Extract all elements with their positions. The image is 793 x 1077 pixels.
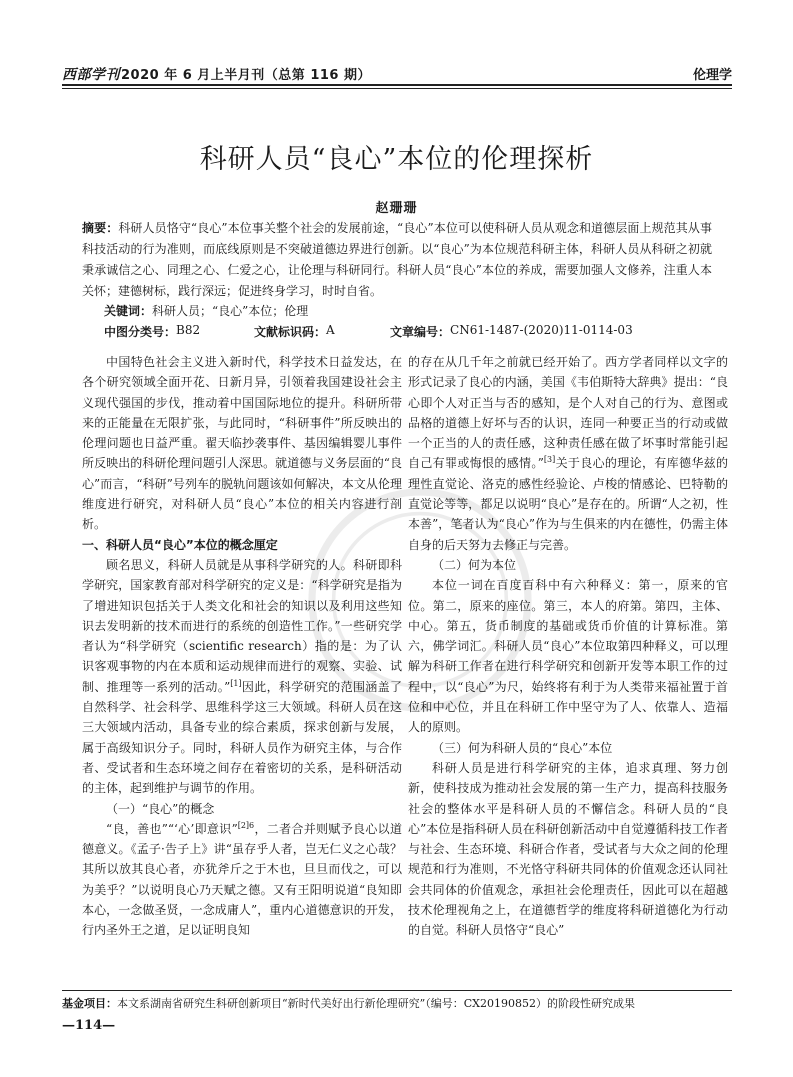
header-rule-thin bbox=[62, 88, 732, 89]
funding-text: 本文系湖南省研究生科研创新项目“新时代美好出行新伦理研究”（编号：CX20190852）的阶段性研究成果 bbox=[117, 997, 635, 1010]
subheading-conscience: （一）“良心”的概念 bbox=[106, 801, 215, 816]
keywords bbox=[104, 302, 308, 319]
abstract-text: 科研人员恪守“良心”本位事关整个社会的发展前途，“良心”本位可以使科研人员从观念和道德层面上规范其从事科技活动的行为准则，而底线原则是不突破道德边界进行创新。以“良心”为本位规范科研主体，科研人员从科研之初就秉承诚信之心、同理之心、仁爱之心，让伦理与科研同行。科研人员“良心”本位的养成，需要加强人文修养，注重人本关怀；建德树标，践行深远；促进终身学习，时时自省。 bbox=[82, 221, 712, 298]
subheading-researcher-conscience: （三）何为科研人员的“良心”本位 bbox=[432, 740, 613, 755]
art-label: 文章编号： bbox=[390, 325, 451, 339]
doc-code bbox=[254, 323, 335, 340]
citation-1: [1] bbox=[230, 678, 242, 688]
keywords-text: 科研人员；“良心”本位；伦理 bbox=[152, 304, 309, 318]
subheading-standpoint: （二）何为本位 bbox=[432, 557, 517, 572]
definition-text-a: 顾名思义，科研人员就是从事科学研究的人。科研即科学研究，国家教育部对科学研究的定义是：“科学研究是指为了增进知识包括关于人类文化和社会的知识以及利用这些知识去发明新的技术而进行的系统的创造性工作。”一些研究学者认为“科学研究（scientific research）指的是：为了认识客观事物的内在本质和运动规律而进行的观察、实验、试制、推理等一系列的活动。” bbox=[82, 557, 402, 694]
right-column bbox=[408, 352, 728, 941]
conscience-text-b: ，二者合并则赋予良心以道德意义。《孟子·告子上》讲“虽存乎人者，岂无仁义之心哉？其所以放其良心者，亦犹斧斤之于木也，旦旦而伐之，可以为美乎？”以说明良心乃天赋之德。又有王阳明说道“良知即本心，一念做圣贤，一念成庸人”，重内心道德意识的开发，行内圣外王之道，足以证明良知 bbox=[82, 821, 402, 938]
definition-text-b: 因此，科学研究的范围涵盖了自然科学、社会科学、思维科学这三大领域。科研人员在这三大领域内活动，具备专业的综合素质，探求创新与发展，属于高级知识分子。同时，科研人员作为研究主体，与合作者、受试者和生态环境之间存在着密切的关系，是科研活动的主体，起到维护与调节的作用。 bbox=[82, 679, 402, 796]
researcher-conscience-paragraph: 科研人员是进行科学研究的主体，追求真理、努力创新，使科技成为推动社会发展的第一生产力，提高科技服务社会的整体水平是科研人员的不懈信念。科研人员的“良心”本位是指科研人员在科研创新活动中自觉遵循科技工作者与社会、生态环境、科研合作者，受试者与大众之间的伦理规范和行为准则，不光恪守科研共同体的价值观念还认同社会共同体的价值观念，承担社会伦理责任，因此可以在超越技术伦理视角之上，在道德哲学的维度将科研道德化为行动的自觉。科研人员恪守“良心” bbox=[408, 760, 728, 938]
section-name: 伦理学 bbox=[692, 68, 732, 83]
clc-label: 中图分类号： bbox=[104, 325, 177, 339]
continued-text-a: 的存在从几千年之前就已经开始了。西方学者同样以文字的形式记录了良心的内涵，美国《韦伯斯特大辞典》提出：“良心即个人对正当与否的感知，是个人对自己的行为、意图或品格的道德上好坏与否的认识，连同一种要正当的行动或做一个正当的人的责任感，这种责任感在做了坏事时常能引起自己有罪或悔恨的感情。” bbox=[408, 355, 728, 471]
art-value: CN61-1487-(2020)11-0114-03 bbox=[450, 323, 633, 337]
continued-text-b: 关于良心的理论，有库德华兹的理性直觉论、洛克的感性经验论、卢梭的情感论、巴特勒的直觉论等等，都足以说明“良心”是存在的。所谓“人之初，性本善”，笔者认为“良心”作为与生俱来的内在德性，仍需主体自身的后天努力去修正与完善。 bbox=[408, 456, 728, 552]
footnote-rule bbox=[62, 990, 732, 991]
section-heading-1: 一、科研人员“良心”本位的概念厘定 bbox=[82, 537, 278, 552]
continued-paragraph bbox=[408, 352, 728, 555]
article-author: 赵珊珊 bbox=[375, 201, 418, 216]
left-column bbox=[82, 352, 402, 941]
abstract bbox=[82, 218, 712, 302]
abstract-label: 摘要： bbox=[82, 221, 119, 235]
funding-label: 基金项目： bbox=[62, 997, 117, 1010]
doc-value: A bbox=[326, 323, 335, 337]
intro-paragraph: 中国特色社会主义进入新时代，科学技术日益发达，在各个研究领域全面开花、日新月异，引领着我国建设社会主义现代强国的步伐，推动着中国国际地位的提升。科研所带来的正能量在无限扩张，与此同时，“科研事件”所反映出的伦理问题也日益严重。翟天临抄袭事件、基因编辑婴儿事件所反映出的科研伦理问题引人深思。就道德与义务层面的“良心”而言，“科研”号列车的脱轨问题该如何解决，本文从伦理维度进行研究，对科研人员“良心”本位的相关内容进行剖析。 bbox=[82, 355, 402, 532]
conscience-paragraph bbox=[82, 819, 402, 941]
funding-footnote bbox=[62, 995, 732, 1011]
article-title: 科研人员“良心”本位的伦理探析 bbox=[199, 144, 594, 175]
clc-value: B82 bbox=[176, 323, 201, 337]
journal-issue bbox=[62, 64, 371, 84]
citation-2: [2]6 bbox=[237, 820, 255, 830]
standpoint-paragraph: 本位一词在百度百科中有六种释义：第一，原来的官位。第二，原来的座位。第三，本人的府第。第四，主体、中心。第五，货币制度的基础或货币价值的计算标准。第六，佛学词汇。科研人员“良心”本位取第四种释义，可以理解为科研工作者在进行科学研究和创新开发等本职工作的过程中，以“良心”为尺，始终将有利于为人类带来福祉置于首位和中心位，并且在科研工作中坚守为了人、依靠人、造福人的原则。 bbox=[408, 578, 728, 735]
journal-logo: 西部学刊 bbox=[62, 67, 120, 83]
conscience-text-a: “良，善也”“‘心’即意识” bbox=[106, 821, 238, 836]
page-number: —114— bbox=[62, 1018, 116, 1033]
citation-3: [3] bbox=[543, 455, 556, 465]
keywords-label: 关键词： bbox=[104, 304, 153, 318]
header-rule bbox=[62, 84, 732, 86]
definition-paragraph bbox=[82, 555, 402, 799]
running-header bbox=[62, 62, 732, 84]
article-number bbox=[390, 323, 633, 340]
doc-label: 文献标识码： bbox=[254, 325, 327, 339]
clc-number bbox=[104, 323, 201, 340]
issue-info: 2020 年 6 月上半月刊（总第 116 期） bbox=[121, 68, 371, 83]
